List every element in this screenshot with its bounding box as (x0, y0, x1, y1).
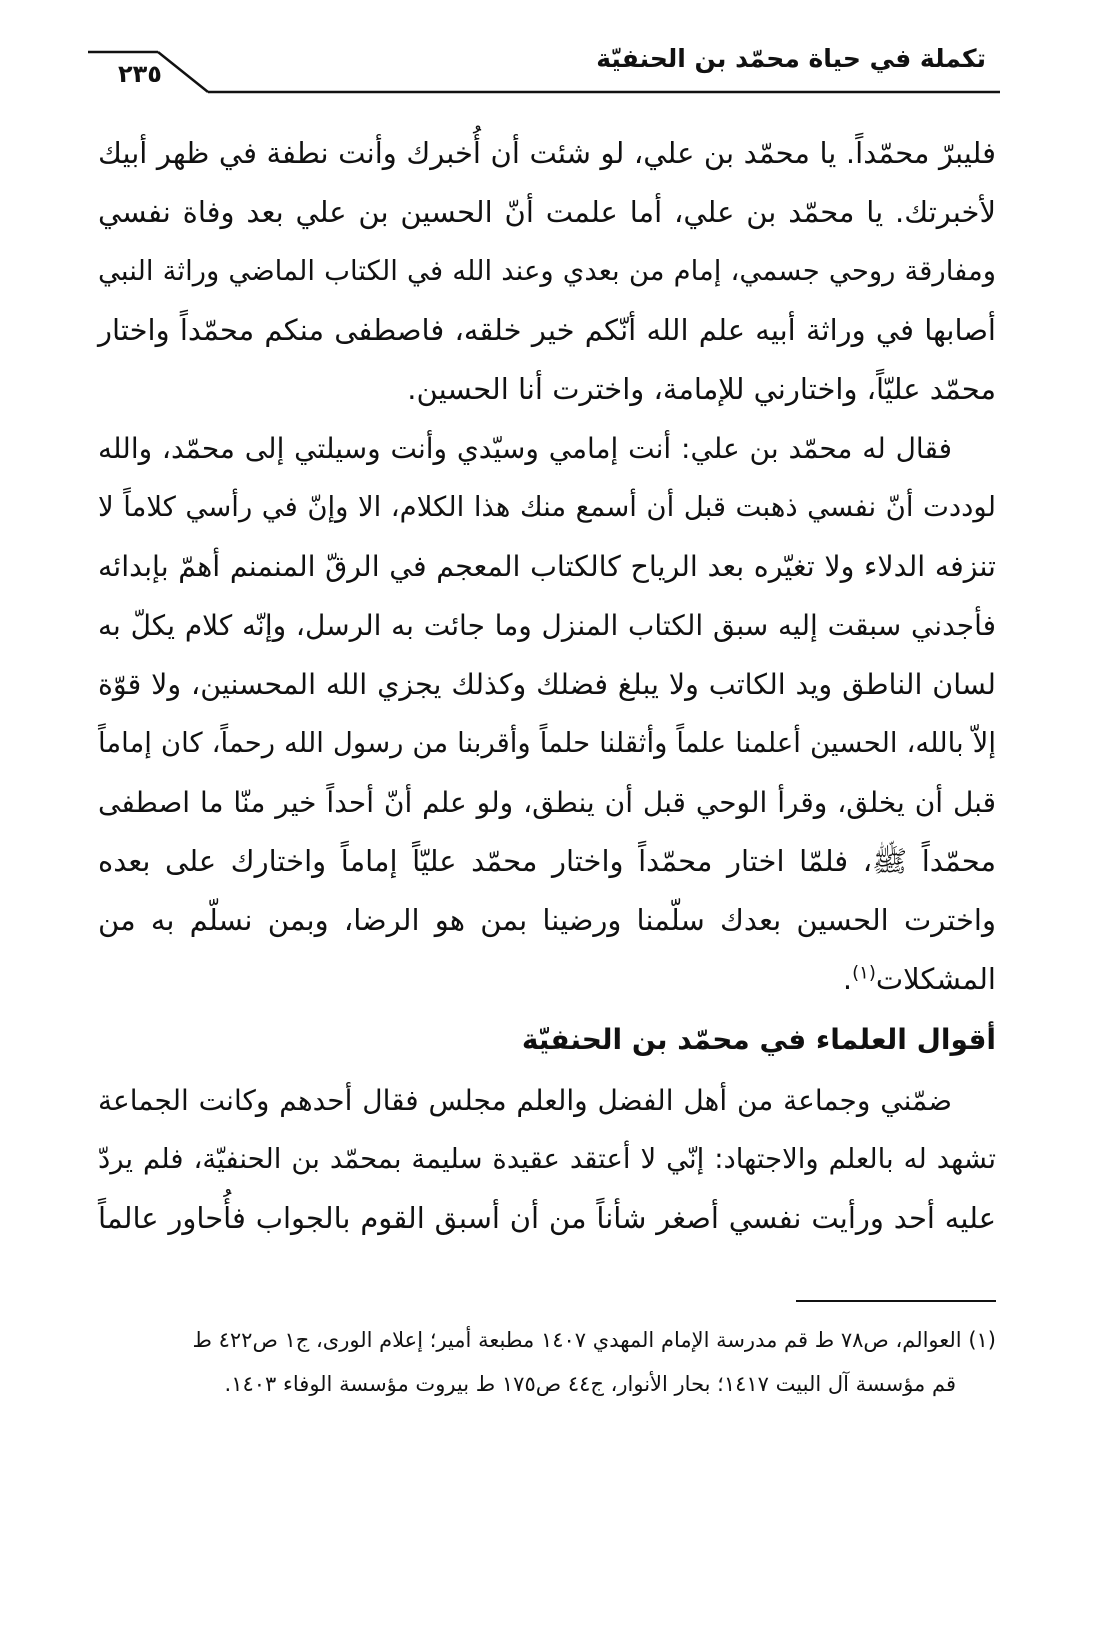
paragraph-1 (98, 124, 996, 419)
text-line: إلاّ بالله، الحسين أعلمنا علماً وأثقلنا حلماً وأقربنا من رسول الله رحماً، كان إماماً (98, 727, 996, 759)
text-line: عليه أحد ورأيت نفسي أصغر شأناً من أن أسبق القوم بالجواب فأُحاور عالماً (98, 1201, 996, 1235)
text-line: فأجدني سبقت إليه سبق الكتاب المنزل وما جائت به الرسل، وإنّه كلام يكلّ به (98, 609, 996, 642)
footnote-line: (١) العوالم، ص٧٨ ط قم مدرسة الإمام المهدي ١٤٠٧ مطبعة أمير؛ إعلام الورى، ج١ ص٤٢٢ ط (192, 1328, 996, 1352)
text-line: أصابها في وراثة أبيه علم الله أنّكم خير خلقه، فاصطفى منكم محمّداً واختار (98, 313, 996, 347)
page-number: ٢٣٥ (118, 60, 162, 88)
text-line: ضمّني وجماعة من أهل الفضل والعلم مجلس فقال أحدهم وكانت الجماعة (98, 1084, 952, 1117)
footnotes (98, 1318, 996, 1406)
running-header (88, 38, 1000, 102)
text-line: لسان الناطق ويد الكاتب ولا يبلغ فضلك وكذلك يجزي الله المحسنين، ولا قوّة (98, 668, 996, 701)
paragraph-2 (98, 419, 996, 1009)
running-title: تكملة في حياة محمّد بن الحنفيّة (596, 44, 986, 73)
text-line: تنزفه الدلاء ولا تغيّره بعد الرياح كالكتاب المعجم في الرقّ المنمنم أهمّ بإبدائه (98, 550, 996, 583)
text-line: لوددت أنّ نفسي ذهبت قبل أن أسمع منك هذا الكلام، الا وإنّ في رأسي كلاماً لا (98, 491, 996, 523)
text-fragment: المشكلات (875, 962, 996, 996)
text-line-last (98, 950, 996, 1009)
paragraph-3 (98, 1071, 996, 1248)
text-line: واخترت الحسين بعدك سلّمنا ورضينا بمن هو الرضا، وبمن نسلّم به من (98, 903, 996, 937)
text-line: فليبرّ محمّداً. يا محمّد بن علي، لو شئت أن أُخبرك وأنت نطفة في ظهر أبيك (98, 136, 996, 170)
footnote-marker[interactable]: (١) (852, 962, 876, 984)
text-line: قبل أن يخلق، وقرأ الوحي قبل أن ينطق، ولو علم أنّ أحداً خير منّا ما اصطفى (98, 786, 996, 819)
text-fragment: . (842, 962, 853, 996)
text-line: محمّد عليّاً، واختارني للإمامة، واخترت أنا الحسين. (407, 372, 996, 406)
text-line: تشهد له بالعلم والاجتهاد: إنّي لا أعتقد عقيدة سليمة بمحمّد بن الحنفيّة، فلم يردّ (98, 1143, 996, 1175)
section-heading: أقوال العلماء في محمّد بن الحنفيّة (521, 1023, 996, 1056)
text-line: محمّداً ﷺ، فلمّا اختار محمّداً واختار محمّد عليّاً إماماً واختارك على بعده (98, 844, 996, 878)
text-line: ومفارقة روحي جسمي، إمام من بعدي وعند الله في الكتاب الماضي وراثة النبي (98, 255, 996, 287)
main-text (98, 124, 996, 1248)
text-line: فقال له محمّد بن علي: أنت إمامي وسيّدي وأنت وسيلتي إلى محمّد، والله (98, 432, 952, 465)
text-line: لأخبرتك. يا محمّد بن علي، أما علمت أنّ الحسين بن علي بعد وفاة نفسي (98, 195, 996, 229)
footnote-line: قم مؤسسة آل البيت ١٤١٧؛ بحار الأنوار، ج٤٤ ص١٧٥ ط بيروت مؤسسة الوفاء ١٤٠٣. (224, 1372, 956, 1396)
footnote-separator (796, 1300, 996, 1302)
